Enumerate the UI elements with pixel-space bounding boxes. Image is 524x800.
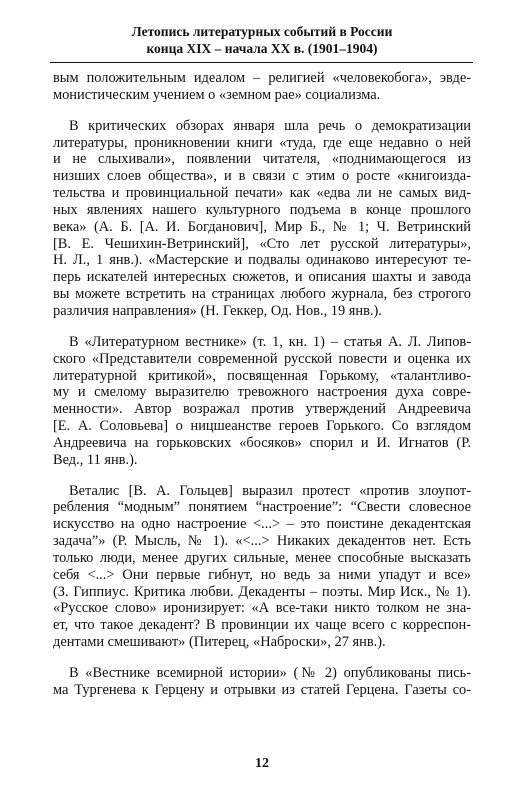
running-header-line-1: Летопись литературных событий в России: [131, 24, 393, 39]
text-line: задача”» (Р. Мысль, № 1). «<...> Никаких декадентов нет. Есть: [53, 533, 471, 550]
paragraph-4: [53, 483, 471, 651]
text-line: ского «Представители современной русской повести и оценка их: [53, 350, 471, 367]
text-line: Н. Л., 1 янв.). «Мастерские и подвалы одинаково интересуют те-: [53, 252, 471, 269]
text-line: низших слоев общества», и в связи с этим о росте «книгоизда-: [53, 168, 471, 185]
text-line: Андреевича на горьковских «босяков» спорил и И. Игнатов (Р.: [53, 434, 471, 451]
paragraph-5: [53, 665, 471, 699]
text-line: ребления “модным” понятием “настроение”: “Свести словесное: [53, 499, 471, 516]
page-number: 12: [255, 756, 269, 771]
text-line: себя <...> Они первые гибнут, но ведь за ними упадут и все»: [53, 566, 471, 583]
text-line: вы можете встретить на страницах любого журнала, без строгого: [53, 286, 471, 303]
text-line: В критических обзорах января шла речь о демократизации: [69, 117, 471, 134]
text-line: литературы, проникновении книги «туда, где еще недавно о ней: [53, 134, 471, 151]
text-line: дентами смешивают» (Питерец, «Наброски», 27 янв.).: [53, 634, 386, 651]
text-line: вым положительным идеалом – религией «человекобога», эвде-: [53, 70, 471, 86]
text-line: ма Тургенева к Герцену и отрывки из статей Герцена. Газеты со-: [53, 681, 471, 698]
text-line: [Е. А. Соловьева] о ницшеанстве героев Горького. Со взглядом: [53, 418, 471, 435]
text-line: монистическим учением о «земном рае» социализма.: [53, 86, 381, 103]
text-line: ных явлениях нашего культурного подъема в конце прошлого: [53, 201, 471, 218]
text-line: литературной критикой», посвященная Горькому, «талантливо-: [53, 367, 471, 384]
text-line: му и смелому выразителю тревожного настроения духа совре-: [53, 384, 471, 401]
text-line: перь искателей интересных сюжетов, и описания шахты и завода: [53, 269, 471, 286]
text-line: различия направления» (Н. Геккер, Од. Нов., 19 янв.).: [53, 302, 382, 319]
text-line: ет, что такое декадент? В провинции их чаще всего с корреспон-: [53, 617, 471, 634]
running-header: [24, 23, 500, 57]
body-text: [53, 70, 471, 699]
paragraph-1: [53, 70, 471, 104]
text-line: искусство на одно настроение <...> – это поистине декадентская: [53, 516, 471, 533]
text-line: Вед., 11 янв.).: [53, 451, 138, 468]
text-line: только люди, менее других сильные, менее способные высказать: [53, 549, 471, 566]
paragraph-2: [53, 118, 471, 320]
text-line: «Русское слово» иронизирует: «А все-таки никто толком не зна-: [53, 600, 471, 617]
text-line: (З. Гиппиус. Критика любви. Декаденты – поэты. Мир Иск., № 1).: [53, 583, 471, 600]
text-line: В «Литературном вестнике» (т. 1, кн. 1) – статья А. Л. Липов-: [69, 333, 471, 350]
text-line: менности». Автор возражал против утверждений Андреевича: [53, 401, 471, 418]
running-header-line-2: конца XIX – начала XX в. (1901–1904): [146, 41, 378, 56]
text-line: и не слыхивали», появлении читателя, «поднимающегося из: [53, 151, 471, 168]
text-line: В «Вестнике всемирной истории» (№ 2) опубликованы пись-: [69, 665, 471, 681]
text-line: тельства и провинциальной печати» как «едва ли не самых вид-: [53, 185, 471, 202]
text-line: Веталис [В. А. Гольцев] выразил протест «против злоупот-: [69, 482, 471, 499]
text-line: века» (А. Б. [А. И. Богданович], Мир Б., № 1; Ч. Ветринский: [53, 218, 471, 235]
header-rule: [50, 62, 473, 63]
paragraph-3: [53, 334, 471, 469]
text-line: [В. Е. Чешихин-Ветринский], «Сто лет русской литературы»,: [53, 235, 471, 252]
